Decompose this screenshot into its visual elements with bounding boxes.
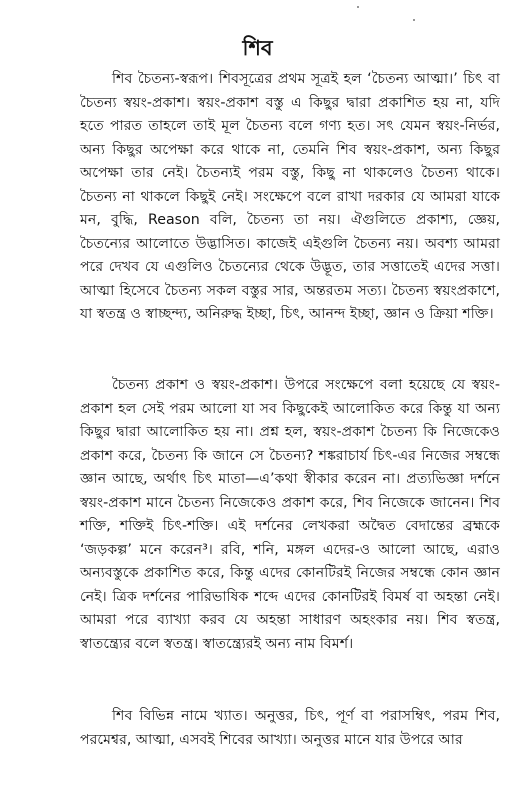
page-title: শিব	[242, 36, 273, 60]
paragraph-1: শিব চৈতন্য-স্বরূপ। শিবসূত্রের প্রথম সূত্রই হল ‘চৈতন্য আত্মা।’ চিৎ বা চৈতন্য স্বয়ং-প্রকাশ। স্বয়ং-প্রকাশ বস্তু এ কিছুর দ্বারা প্রকাশিত হয় না, যদি হতে পারত তাহলে তাই মূল চৈতন্য বলে গণ্য হত। সৎ যেমন স্বয়ং-নির্ভর, অন্য কিছুর অপেক্ষা করে থাকে না, তেমনি শিব স্বয়ং-প্রকাশ, অন্য কিছুর অপেক্ষা তার নেই। চৈতন্যই পরম বস্তু, কিছু না থাকলেও চৈতন্য থাকে। চৈতন্য না থাকলে কিছুই নেই। সংক্ষেপে বলে রাখা দরকার যে আমরা যাকে মন, বুদ্ধি, Reason বলি, চৈতন্য তা নয়। ঐগুলিতে প্রকাশ্য, জ্ঞেয়, চৈতন্যের আলোতে উদ্ভাসিত। কাজেই এইগুলি চৈতন্য নয়। অবশ্য আমরা পরে দেখব যে এগুলিও চৈতন্যের থেকে উদ্ভূত, তার সত্তাতেই এদের সত্তা। আত্মা হিসেবে চৈতন্য সকল বস্তুর সার, অন্তরতম সত্য। চৈতন্য স্বয়ংপ্রকাশে, যা স্বতন্ত্র ও স্বাচ্ছন্দ্য, অনিরুদ্ধ ইচ্ছা, চিৎ, আনন্দ ইচ্ছা, জ্ঞান ও ক্রিয়া শক্তি।	[80, 71, 500, 322]
print-speck	[357, 6, 359, 8]
print-speck	[413, 19, 415, 21]
paragraph-2: চৈতন্য প্রকাশ ও স্বয়ং-প্রকাশ। উপরে সংক্ষেপে বলা হয়েছে যে স্বয়ং-প্রকাশ হল সেই পরম আলো যা সব কিছুকেই আলোকিত করে কিন্তু যা অন্য কিছুর দ্বারা আলোকিত হয় না। প্রশ্ন হল, স্বয়ং-প্রকাশ চৈতন্য কি নিজেকেও প্রকাশ করে, চৈতন্য কি জানে সে চৈতন্য? শঙ্করাচার্য চিৎ-এর নিজের সম্বন্ধে জ্ঞান আছে, অর্থাৎ চিৎ মাতা—এ’কথা স্বীকার করেন না। প্রত্যভিজ্ঞা দর্শনে স্বয়ং-প্রকাশ মানে চৈতন্য নিজেকেও প্রকাশ করে, শিব নিজেকে জানেন। শিব শক্তি, শক্তিই চিৎ-শক্তি। এই দর্শনের লেখকরা অদ্বৈত বেদান্তের ব্রহ্মকে ‘জড়কল্প’ মনে করেন³। রবি, শনি, মঙ্গল এদের-ও আলো আছে, এরাও অন্যবস্তুকে প্রকাশিত করে, কিন্তু এদের কোনটিরই নিজের সম্বন্ধে কোন জ্ঞান নেই। ত্রিক দর্শনের পারিভাষিক শব্দে এদের কোনটিরই বিমর্ষ বা অহন্তা নেই। আমরা পরে ব্যাখ্যা করব যে অহন্তা সাধারণ অহংকার নয়। শিব স্বতন্ত্র, স্বাতন্ত্র্যের বলে স্বতন্ত্র। স্বাতন্ত্র্যেরই অন্য নাম বিমর্শ।	[80, 377, 500, 652]
paragraph-3: শিব বিভিন্ন নামে খ্যাত। অনুত্তর, চিৎ, পূর্ণ বা পরাসম্বিৎ, পরম শিব, পরমেশ্বর, আত্মা, এসবই শিবের আখ্যা। অনুত্তর মানে যার উপরে আর	[80, 708, 500, 748]
